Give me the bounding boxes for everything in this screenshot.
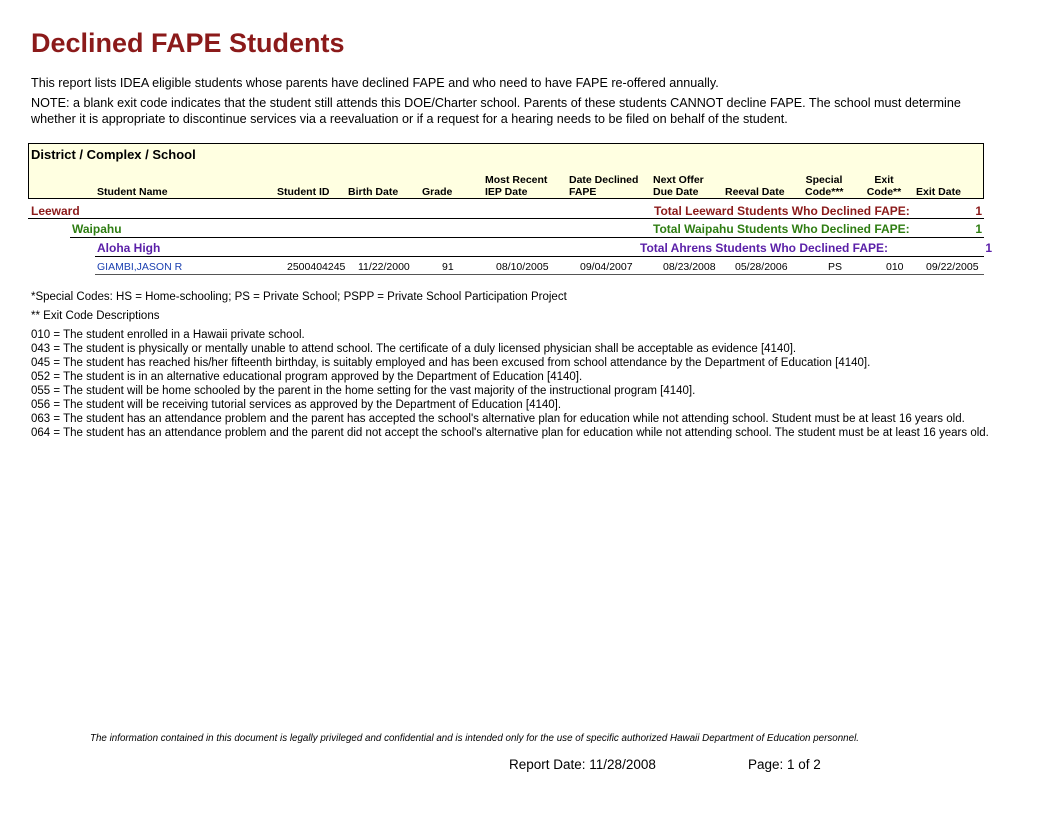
exit-code-item: 064 = The student has an attendance problem and the parent did not accept the school's alternative plan for education while not attending school. The student must be at least 16 years old. [31,427,989,439]
district-name: Leeward [31,204,80,218]
school-total-label: Total Ahrens Students Who Declined FAPE: [640,241,889,255]
student-name: GIAMBI,JASON R [97,261,183,273]
report-intro: This report lists IDEA eligible students whose parents have declined FAPE and who need to have FAPE re-offered annually. [31,76,719,90]
page-number: Page: 1 of 2 [748,757,821,772]
col-date-declined: Date Declined FAPE [569,174,639,198]
student-birth-date: 11/22/2000 [358,261,410,273]
col-next-offer: Next Offer Due Date [653,174,704,198]
page-title: Declined FAPE Students [31,28,345,58]
student-next-offer: 08/23/2008 [663,261,716,273]
col-exit-date: Exit Date [916,186,961,198]
student-reeval-date: 05/28/2006 [735,261,788,273]
complex-rule [70,237,984,238]
student-declined-date: 09/04/2007 [580,261,633,273]
exit-code-item: 010 = The student enrolled in a Hawaii private school. [31,329,305,341]
district-rule [28,218,984,219]
student-iep-date: 08/10/2005 [496,261,549,273]
complex-total-label: Total Waipahu Students Who Declined FAPE: [653,222,910,236]
exit-code-list [31,328,991,440]
confidentiality-disclaimer: The information contained in this document is legally privileged and confidential and is intended only for the use of specific authorized Hawaii Department of Education personnel. [90,733,859,744]
exit-code-item: 056 = The student will be receiving tutorial services as approved by the Department of Education [4140]. [31,399,562,411]
complex-name: Waipahu [72,222,122,236]
col-student-id: Student ID [277,186,330,198]
exit-code-item: 045 = The student has reached his/her fifteenth birthday, is suitably employed and has been excused from school attendance by the Department of Education [4140]. [31,357,871,369]
report-date: Report Date: 11/28/2008 [509,757,656,772]
student-special-code: PS [828,261,843,273]
special-codes-note: *Special Codes: HS = Home-schooling; PS = Private School; PSPP = Private School Participation Project [31,291,567,303]
col-birth-date: Birth Date [348,186,399,198]
school-rule [95,256,984,257]
school-name: Aloha High [97,241,161,255]
col-exit-code: Exit Code** [866,174,902,198]
report-note: NOTE: a blank exit code indicates that the student still attends this DOE/Charter school. Parents of these students CANNOT decline FAPE. The school must determine whether it is appropriate to discontinue services via a reevaluation or if a request for a hearing needs to be filed on behalf of the student. [31,96,961,126]
student-id: 2500404245 [287,261,346,273]
exit-code-item: 055 = The student will be home schooled by the parent in the home setting for the vast majority of the instructional program [4140]. [31,385,696,397]
student-exit-code: 010 [886,261,904,273]
district-total-value: 1 [975,204,982,218]
student-exit-date: 09/22/2005 [926,261,979,273]
col-special-code: Special Code*** [805,174,844,198]
student-row-rule [95,274,984,275]
student-grade: 91 [442,261,454,273]
exit-code-item: 063 = The student has an attendance problem and the parent has accepted the school's alternative plan for education while not attending school. Student must be at least 16 years old. [31,413,965,425]
exit-codes-title: ** Exit Code Descriptions [31,310,160,322]
col-student-name: Student Name [97,186,168,198]
school-total-value: 1 [985,241,992,255]
exit-code-item: 052 = The student is in an alternative educational program approved by the Department of Education [4140]. [31,371,583,383]
col-reeval-date: Reeval Date [725,186,785,198]
exit-code-item: 043 = The student is physically or mentally unable to attend school. The certificate of a duly licensed physician shall be acceptable as evidence [4140]. [31,343,797,355]
group-header-title: District / Complex / School [31,147,196,162]
col-iep-date: Most Recent IEP Date [485,174,548,198]
district-total-label: Total Leeward Students Who Declined FAPE: [654,204,910,218]
complex-total-value: 1 [975,222,982,236]
col-grade: Grade [422,186,453,198]
